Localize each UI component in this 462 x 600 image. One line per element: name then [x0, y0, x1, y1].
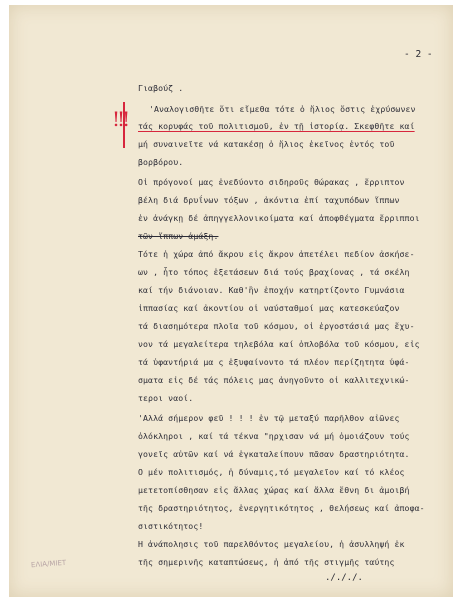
text-line: μή συναινεῖτε νά κατακέσῃ ὁ ἥλιος ἐκεῖνος ἐντός τοῦ [138, 139, 395, 149]
text-line: τῆς δραστηριότητος, ἐνεργητικότητος , θελήσεως καί ἀποφα- [138, 503, 425, 513]
text-line: Γιαβούζ . [138, 83, 184, 93]
text-line: ὁλόκληροι , καί τά τέκνα "ηρχισαν νά μή ὁμοιάζουν τούς [138, 431, 410, 441]
archive-stamp: ΕΛΙΑ/ΜΙΕΤ [30, 558, 67, 570]
text-line: Η ἀνάπολησις τοῦ παρελθόντος μεγαλείου, ἡ ἀσυλληψή ἐκ [138, 539, 405, 549]
text-line: καί τήν διάνοιαν. Καθ'ἣν ἐποχήν κατηρτίζοντο Γυμνάσια [138, 285, 405, 295]
text-line: σιστικότητος! [138, 521, 204, 531]
text-line: 'Αναλογισθῆτε ὅτι εἴμεθα τότε ὁ ἥλιος ὅστις ἐχρύσωνεν [149, 104, 416, 114]
text-line: σματα εἰς δέ τάς πόλεις μας ἀνηγοῦντο οἱ καλλιτεχνικώ- [138, 375, 410, 385]
text-line: τάς κορυφάς τοῦ πολιτισμοῦ, ἐν τῇ ἱστορίᾳ. Σκεφθῆτε καί [138, 121, 415, 131]
margin-exclamation-marks: !!! [112, 107, 128, 131]
text-line: τεροι ναοί. [138, 393, 194, 403]
text-line: 'Αλλά σήμερον φεῦ ! ! ! ἐν τῷ μεταξύ παρῆλθον αἰῶνες [138, 413, 400, 423]
text-line: μετετοπίσθησαν εἰς ἄλλας χώρας καί ἄλλα ἔθνη δι ἀμοιβή [138, 485, 410, 495]
text-line: τῆς σημερινῆς καταπτώσεως, ἡ ἀπό τῆς στιγμῆς ταύτης [138, 557, 395, 567]
text-line: ἐν ἀνάγκῃ δέ ἀπηγγελλονικοίματα καί ἀποφθέγματα ἔρριπποι [138, 213, 420, 223]
text-line: βορβόρου. [138, 157, 184, 167]
typewritten-page [9, 5, 453, 597]
text-line: ἱππασίας καί ἀκοντίου οἱ ναύσταθμοί μας κατεσκεύαζον [138, 303, 400, 313]
text-line-struck: τῶν ἵππων ἁμάξη. [138, 231, 219, 241]
text-line: νον τά μεγαλείτερα τηλεβόλα καί ὁπλοβόλα τοῦ κόσμου, εἰς [138, 339, 420, 349]
text-line: γονεῖς αὐτῶν καί νά ἐγκαταλείπουν πᾶσαν δραστηριότητα. [138, 449, 410, 459]
page-number: - 2 - [404, 49, 433, 60]
text-line: Οἱ πρόγονοί μας ἐνεδύοντο σιδηροῦς θώρακας , ἔρριπτον [138, 177, 405, 187]
text-line: τά ὑφαντήριά μα ς ἐξυφαίνοντο τά πλέον περίζητητα ὑφά- [138, 357, 410, 367]
text-line: βέλη διά δρυΐνων τόξων , ἀκόντια ἐπί ταχυπόδων ἵππων [138, 195, 400, 205]
text-line: Ο μέν πολιτισμός, ἡ δύναμις,τό μεγαλεῖον καί τό κλέος [138, 467, 405, 477]
text-line: ων , ἦτο τόπος ἐξετάσεων διά τούς βραχίονας , τά σκέλη [138, 267, 410, 277]
text-line: Τότε ἡ χώρα ἀπό ἄκρου εἰς ἄκρον ἀπετέλει πεδίον ἀσκήσε- [138, 249, 415, 259]
end-mark: ./././. [325, 573, 363, 583]
text-line: τά διασημότερα πλοῖα τοῦ κόσμου, οἱ ἐργοστάσιά μας ἔχυ- [138, 321, 415, 331]
